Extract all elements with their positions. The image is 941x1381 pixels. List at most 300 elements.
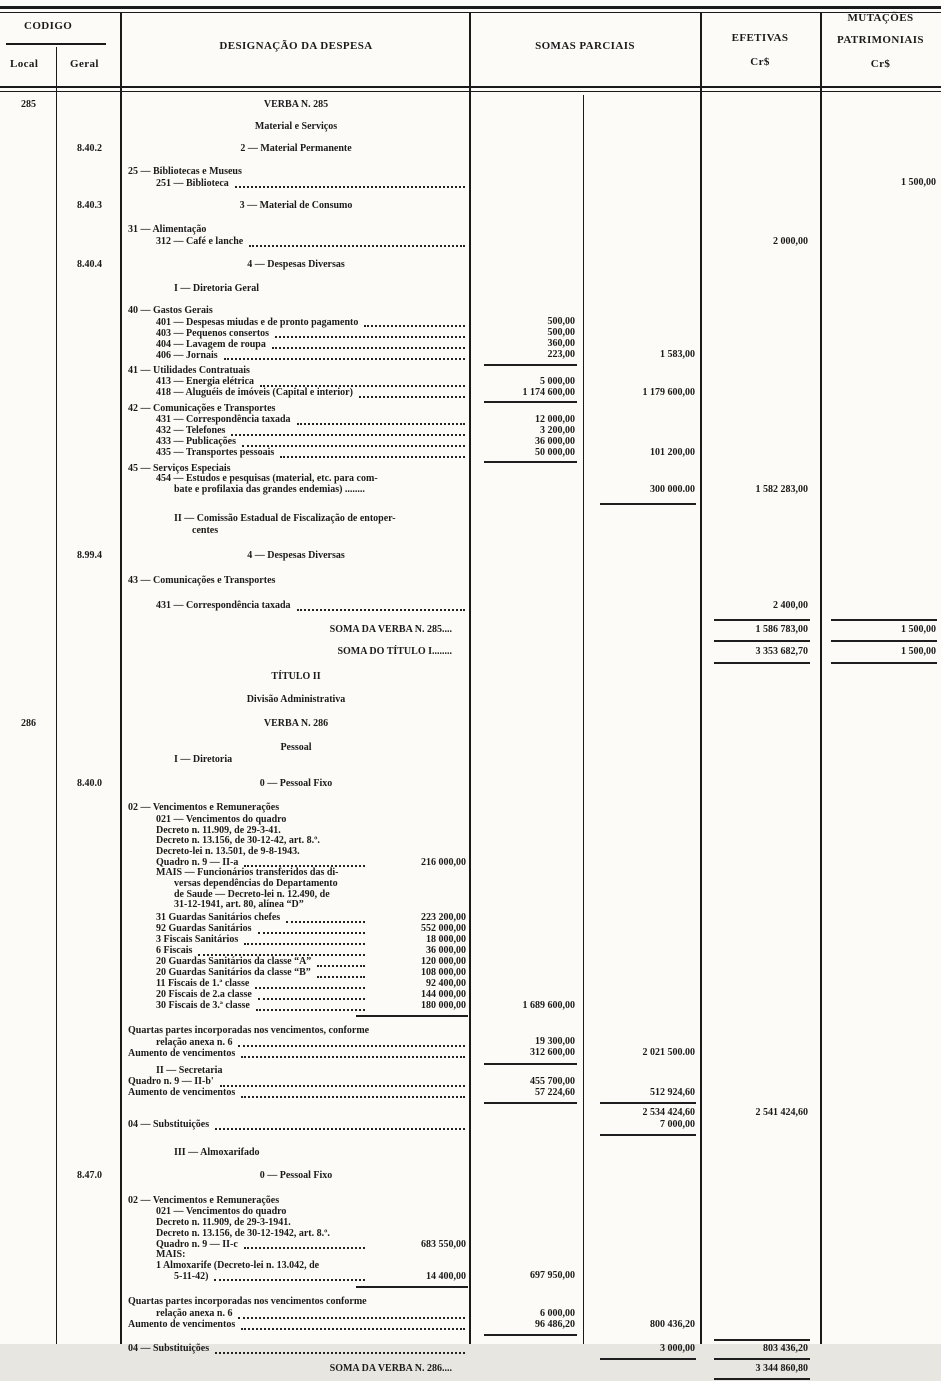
dot-leader bbox=[317, 957, 365, 967]
designacao-text: MAIS: bbox=[156, 1249, 186, 1261]
designacao-text: Decreto-lei n. 13.501, de 9-8-1943. bbox=[156, 845, 300, 857]
cell-geral bbox=[57, 1001, 122, 1012]
cell-geral bbox=[57, 167, 122, 178]
cell-geral: 8.47.0 bbox=[77, 1170, 102, 1182]
cell-designacao bbox=[122, 847, 470, 858]
cell-geral bbox=[57, 957, 122, 968]
cell-mutacoes bbox=[820, 377, 941, 388]
cell-mutacoes bbox=[820, 1218, 941, 1229]
cell-mutacoes bbox=[820, 1297, 941, 1308]
rule-cell bbox=[0, 1285, 57, 1288]
cell-efetivas bbox=[700, 1077, 820, 1088]
cell-mutacoes bbox=[820, 803, 941, 814]
rule-cell bbox=[0, 1378, 57, 1381]
cell-geral: 8.40.0 bbox=[77, 777, 102, 789]
rule-row bbox=[0, 619, 941, 622]
cell-soma-parcial-1 bbox=[470, 1026, 583, 1037]
designacao-text: Quartas partes incorporadas nos vencimentos, conforme bbox=[128, 1024, 370, 1036]
designacao-text: 021 — Vencimentos do quadro bbox=[156, 1206, 287, 1218]
cell-mutacoes bbox=[820, 890, 941, 901]
dot-leader bbox=[220, 1077, 465, 1087]
cell-mutacoes bbox=[820, 388, 941, 399]
cell-designacao bbox=[122, 1001, 470, 1012]
cell-soma-parcial-2 bbox=[583, 647, 700, 658]
header-mutacoes-line2: PATRIMONIAIS bbox=[837, 34, 924, 46]
cell-geral bbox=[57, 719, 122, 730]
cell-designacao: Pessoal bbox=[280, 741, 312, 753]
cell-designacao bbox=[122, 1108, 470, 1119]
table-row bbox=[0, 178, 941, 189]
cell-mutacoes bbox=[820, 946, 941, 957]
cell-efetivas bbox=[700, 779, 820, 790]
cell-mutacoes bbox=[820, 526, 941, 537]
cell-designacao: 3 — Material de Consumo bbox=[239, 200, 353, 212]
cell-soma-parcial-1: 12 000,00 bbox=[535, 413, 575, 425]
cell-local bbox=[0, 328, 57, 339]
cell-designacao bbox=[122, 990, 470, 1001]
cell-geral bbox=[57, 225, 122, 236]
cell-soma-parcial-1 bbox=[470, 743, 583, 754]
cell-local bbox=[0, 1171, 57, 1182]
cell-soma-parcial-1 bbox=[470, 935, 583, 946]
cell-efetivas: 1 582 283,00 bbox=[755, 483, 808, 495]
rule-cell bbox=[57, 662, 122, 665]
cell-local bbox=[0, 957, 57, 968]
table-row bbox=[0, 328, 941, 339]
cell-efetivas bbox=[700, 890, 820, 901]
designacao-text: 25 — Bibliotecas e Museus bbox=[128, 165, 242, 177]
table-row bbox=[0, 100, 941, 111]
cell-soma-parcial-2 bbox=[583, 990, 700, 1001]
cell-local bbox=[0, 935, 57, 946]
cell-mutacoes bbox=[820, 924, 941, 935]
rule-cell bbox=[583, 1358, 700, 1361]
designacao-text: relação anexa n. 6 bbox=[156, 1308, 233, 1320]
cell-soma-parcial-2 bbox=[583, 1229, 700, 1240]
cell-local bbox=[0, 1297, 57, 1308]
cell-designacao bbox=[122, 485, 470, 496]
cell-geral bbox=[57, 601, 122, 612]
cell-efetivas bbox=[700, 178, 820, 189]
cell-soma-parcial-1 bbox=[470, 122, 583, 133]
cell-local bbox=[0, 201, 57, 212]
table-row bbox=[0, 968, 941, 979]
rule-cell bbox=[470, 1339, 583, 1342]
cell-efetivas bbox=[700, 695, 820, 706]
cell-soma-parcial-2 bbox=[583, 1196, 700, 1207]
dot-leader bbox=[215, 1120, 465, 1130]
cell-soma-parcial-1: 360,00 bbox=[547, 338, 575, 350]
cell-efetivas bbox=[700, 957, 820, 968]
cell-geral bbox=[57, 857, 122, 868]
cell-designacao bbox=[122, 178, 470, 189]
cell-efetivas bbox=[700, 1148, 820, 1159]
cell-designacao bbox=[122, 913, 470, 924]
cell-mutacoes bbox=[820, 1344, 941, 1355]
cell-local bbox=[0, 979, 57, 990]
table-row bbox=[0, 1309, 941, 1320]
cell-soma-parcial-2 bbox=[583, 601, 700, 612]
cell-efetivas bbox=[700, 1320, 820, 1331]
cell-soma-parcial-1 bbox=[470, 178, 583, 189]
cell-soma-parcial-2 bbox=[583, 935, 700, 946]
cell-efetivas bbox=[700, 879, 820, 890]
cell-mutacoes bbox=[820, 957, 941, 968]
cell-geral bbox=[57, 836, 122, 847]
cell-mutacoes bbox=[820, 576, 941, 587]
cell-geral bbox=[57, 924, 122, 935]
rule-cell bbox=[122, 1134, 470, 1137]
rule-cell bbox=[583, 1015, 700, 1018]
rule-row bbox=[0, 1339, 941, 1342]
rule-cell bbox=[583, 1285, 700, 1288]
inner-amount: 216 000,00 bbox=[421, 856, 466, 868]
cell-soma-parcial-2 bbox=[583, 404, 700, 415]
cell-designacao bbox=[122, 1196, 470, 1207]
cell-soma-parcial-1 bbox=[470, 601, 583, 612]
table-row bbox=[0, 1048, 941, 1059]
designacao-text: 404 — Lavagem de roupa bbox=[156, 338, 266, 350]
cell-designacao bbox=[122, 284, 470, 295]
designacao-text: 02 — Vencimentos e Remunerações bbox=[128, 802, 280, 814]
cell-mutacoes bbox=[820, 868, 941, 879]
table-row bbox=[0, 122, 941, 133]
cell-geral bbox=[57, 946, 122, 957]
cell-efetivas bbox=[700, 868, 820, 879]
cell-soma-parcial-2: 101 200,00 bbox=[650, 446, 695, 458]
cell-local bbox=[0, 847, 57, 858]
cell-soma-parcial-1 bbox=[470, 755, 583, 766]
cell-soma-parcial-2 bbox=[583, 836, 700, 847]
dot-leader bbox=[258, 990, 365, 1000]
cell-designacao bbox=[122, 979, 470, 990]
table-row bbox=[0, 990, 941, 1001]
cell-designacao: Material e Serviços bbox=[254, 120, 338, 132]
cell-soma-parcial-2: 512 924,60 bbox=[650, 1086, 695, 1098]
cell-soma-parcial-1 bbox=[470, 815, 583, 826]
header-mutacoes-currency: Cr$ bbox=[870, 58, 891, 70]
cell-efetivas: 3 344 860,80 bbox=[755, 1362, 808, 1374]
cell-mutacoes bbox=[820, 847, 941, 858]
cell-soma-parcial-2 bbox=[583, 803, 700, 814]
designacao-text: 435 — Transportes pessoais bbox=[156, 446, 275, 458]
rule-cell bbox=[820, 662, 941, 665]
header-efetivas-currency: Cr$ bbox=[750, 56, 770, 68]
table-row bbox=[0, 448, 941, 459]
cell-local bbox=[0, 755, 57, 766]
table-row bbox=[0, 339, 941, 350]
designacao-text: Quadro n. 9 — II-c bbox=[156, 1238, 238, 1250]
cell-geral bbox=[57, 755, 122, 766]
cell-mutacoes bbox=[820, 474, 941, 485]
designacao-text: de Saude — Decreto-lei n. 12.490, de bbox=[174, 888, 330, 900]
rule-row bbox=[0, 1015, 941, 1018]
cell-geral bbox=[57, 404, 122, 415]
cell-designacao bbox=[122, 526, 470, 537]
cell-soma-parcial-1 bbox=[470, 803, 583, 814]
rule-cell bbox=[470, 1358, 583, 1361]
cell-mutacoes bbox=[820, 779, 941, 790]
table-row bbox=[0, 1108, 941, 1119]
table-row bbox=[0, 144, 941, 155]
rule-row bbox=[0, 1334, 941, 1337]
dot-leader bbox=[238, 1309, 465, 1319]
cell-efetivas bbox=[700, 815, 820, 826]
dot-leader bbox=[244, 1239, 365, 1249]
ef-rule bbox=[714, 1339, 810, 1341]
cell-soma-parcial-2 bbox=[583, 366, 700, 377]
cell-local bbox=[0, 1218, 57, 1229]
cell-local bbox=[0, 601, 57, 612]
cell-efetivas bbox=[700, 1271, 820, 1282]
cell-local bbox=[0, 1229, 57, 1240]
cell-efetivas bbox=[700, 551, 820, 562]
cell-geral bbox=[57, 339, 122, 350]
cell-efetivas bbox=[700, 719, 820, 730]
cell-efetivas bbox=[700, 1196, 820, 1207]
rule-row bbox=[0, 662, 941, 665]
rule-cell bbox=[700, 1378, 820, 1381]
designacao-text: Aumento de vencimentos bbox=[128, 1319, 236, 1331]
cell-soma-parcial-2 bbox=[583, 167, 700, 178]
cell-mutacoes bbox=[820, 1196, 941, 1207]
cell-local bbox=[0, 1207, 57, 1218]
cell-soma-parcial-2 bbox=[583, 979, 700, 990]
cell-local bbox=[0, 1108, 57, 1119]
table-row bbox=[0, 514, 941, 525]
cell-local bbox=[0, 1037, 57, 1048]
cell-geral bbox=[57, 328, 122, 339]
cell-soma-parcial-2 bbox=[583, 913, 700, 924]
s2-rule bbox=[600, 1102, 696, 1104]
rule-cell bbox=[122, 1285, 470, 1288]
cell-soma-parcial-2 bbox=[583, 306, 700, 317]
cell-mutacoes bbox=[820, 237, 941, 248]
cell-geral bbox=[57, 968, 122, 979]
designacao-text: 11 Fiscais de 1.ª classe bbox=[156, 978, 250, 990]
cell-geral bbox=[57, 826, 122, 837]
cell-efetivas bbox=[700, 514, 820, 525]
cell-soma-parcial-1: 5 000,00 bbox=[540, 375, 575, 387]
cell-local bbox=[0, 1120, 57, 1131]
cell-mutacoes bbox=[820, 122, 941, 133]
table-row bbox=[0, 826, 941, 837]
cell-mutacoes bbox=[820, 1026, 941, 1037]
cell-designacao bbox=[122, 317, 470, 328]
cell-mutacoes bbox=[820, 743, 941, 754]
cell-soma-parcial-1: 6 000,00 bbox=[540, 1307, 575, 1319]
cell-local bbox=[0, 990, 57, 1001]
cell-soma-parcial-1 bbox=[470, 719, 583, 730]
dot-leader bbox=[244, 857, 365, 867]
table-row bbox=[0, 836, 941, 847]
cell-efetivas bbox=[700, 144, 820, 155]
cell-efetivas bbox=[700, 1250, 820, 1261]
cell-geral: 8.40.2 bbox=[77, 143, 102, 155]
cell-geral bbox=[57, 526, 122, 537]
cell-soma-parcial-2 bbox=[583, 672, 700, 683]
table-row bbox=[0, 1088, 941, 1099]
cell-geral bbox=[57, 868, 122, 879]
cell-efetivas bbox=[700, 284, 820, 295]
cell-designacao bbox=[122, 404, 470, 415]
cell-mutacoes bbox=[820, 900, 941, 911]
table-row bbox=[0, 1297, 941, 1308]
rule-cell bbox=[583, 1378, 700, 1381]
cell-efetivas bbox=[700, 437, 820, 448]
cell-soma-parcial-1: 3 200,00 bbox=[540, 424, 575, 436]
cell-geral bbox=[57, 237, 122, 248]
designacao-text: 04 — Substituições bbox=[128, 1343, 210, 1355]
cell-local bbox=[0, 879, 57, 890]
table-header bbox=[0, 0, 941, 95]
cell-soma-parcial-2: 2 534 424,60 bbox=[642, 1106, 695, 1118]
table-row bbox=[0, 1001, 941, 1012]
cell-local bbox=[0, 260, 57, 271]
rule-cell bbox=[820, 619, 941, 622]
cell-local bbox=[0, 695, 57, 706]
cell-geral bbox=[57, 847, 122, 858]
designacao-text: Quartas partes incorporadas nos vencimentos conforme bbox=[128, 1296, 367, 1308]
designacao-text: II — Comissão Estadual de Fiscalização de entoper- bbox=[174, 513, 396, 525]
table-row bbox=[0, 719, 941, 730]
cell-local bbox=[0, 890, 57, 901]
cell-designacao bbox=[122, 1297, 470, 1308]
cell-mutacoes bbox=[820, 485, 941, 496]
cell-mutacoes bbox=[820, 284, 941, 295]
cell-mutacoes: 1 500,00 bbox=[901, 177, 936, 189]
rule-cell bbox=[700, 1062, 820, 1065]
dot-leader bbox=[297, 415, 465, 425]
designacao-text: Decreto n. 13.156, de 30-12-42, art. 8.º. bbox=[156, 835, 320, 847]
dot-leader bbox=[238, 1037, 465, 1047]
cell-soma-parcial-2 bbox=[583, 1066, 700, 1077]
cell-designacao bbox=[122, 1120, 470, 1131]
rule-cell bbox=[470, 1015, 583, 1018]
amount-rule bbox=[356, 1015, 468, 1017]
rule-cell bbox=[57, 1339, 122, 1342]
rule-cell bbox=[820, 1015, 941, 1018]
table-row bbox=[0, 464, 941, 475]
cell-soma-parcial-1 bbox=[470, 857, 583, 868]
cell-local bbox=[0, 836, 57, 847]
cell-designacao bbox=[122, 366, 470, 377]
designacao-text: 20 Guardas Sanitários da classe “B” bbox=[156, 967, 311, 979]
cell-mutacoes bbox=[820, 1261, 941, 1272]
rule-cell bbox=[700, 1015, 820, 1018]
cell-soma-parcial-1: 19 300,00 bbox=[535, 1036, 575, 1048]
cell-efetivas bbox=[700, 935, 820, 946]
s1-rule bbox=[484, 1334, 577, 1336]
cell-designacao bbox=[122, 448, 470, 459]
cell-efetivas bbox=[700, 1037, 820, 1048]
rule-cell bbox=[0, 639, 57, 642]
cell-mutacoes bbox=[820, 719, 941, 730]
cell-geral bbox=[57, 317, 122, 328]
cell-soma-parcial-2: 1 179 600,00 bbox=[642, 386, 695, 398]
table-row bbox=[0, 388, 941, 399]
cell-soma-parcial-1 bbox=[470, 847, 583, 858]
cell-geral bbox=[57, 879, 122, 890]
cell-designacao bbox=[122, 755, 470, 766]
cell-designacao bbox=[122, 803, 470, 814]
rule-cell bbox=[583, 662, 700, 665]
dot-leader bbox=[241, 1048, 465, 1058]
cell-local bbox=[0, 968, 57, 979]
cell-soma-parcial-2 bbox=[583, 1271, 700, 1282]
cell-geral bbox=[57, 1239, 122, 1250]
cell-efetivas bbox=[700, 350, 820, 361]
rule-cell bbox=[700, 639, 820, 642]
table-row bbox=[0, 576, 941, 587]
cell-geral bbox=[57, 913, 122, 924]
rule-cell bbox=[122, 1358, 470, 1361]
cell-geral bbox=[57, 1088, 122, 1099]
cell-efetivas bbox=[700, 377, 820, 388]
cell-efetivas bbox=[700, 857, 820, 868]
cell-local bbox=[0, 448, 57, 459]
inner-amount: 92 400,00 bbox=[426, 978, 466, 990]
cell-soma-parcial-1 bbox=[470, 836, 583, 847]
table-row bbox=[0, 201, 941, 212]
rule-row bbox=[0, 1062, 941, 1065]
table-row bbox=[0, 366, 941, 377]
cell-mutacoes bbox=[820, 755, 941, 766]
cell-soma-parcial-1 bbox=[470, 260, 583, 271]
cell-efetivas bbox=[700, 913, 820, 924]
cell-local bbox=[0, 225, 57, 236]
table-row bbox=[0, 1364, 941, 1375]
table-body bbox=[0, 95, 941, 1381]
dot-leader bbox=[260, 377, 465, 387]
designacao-text: versas dependências do Departamento bbox=[174, 878, 338, 889]
cell-local bbox=[0, 1239, 57, 1250]
designacao-text: 30 Fiscais de 3.ª classe bbox=[156, 1000, 250, 1012]
cell-local bbox=[0, 857, 57, 868]
table-row bbox=[0, 857, 941, 868]
dot-leader bbox=[198, 946, 365, 956]
rule-cell bbox=[583, 502, 700, 505]
designacao-text: bate e profilaxia das grandes endemias) ........ bbox=[174, 483, 365, 495]
rule-cell bbox=[470, 502, 583, 505]
cell-designacao: Divisão Administrativa bbox=[246, 694, 346, 706]
table-row bbox=[0, 647, 941, 658]
cell-soma-parcial-2 bbox=[583, 178, 700, 189]
dot-leader bbox=[235, 178, 465, 188]
rule-cell bbox=[122, 1102, 470, 1105]
cell-soma-parcial-2: 2 021 500.00 bbox=[642, 1047, 695, 1059]
table-row bbox=[0, 1196, 941, 1207]
table-row bbox=[0, 755, 941, 766]
rule-row bbox=[0, 1378, 941, 1381]
designacao-text: Quadro n. 9 — II-a bbox=[156, 856, 239, 868]
cell-local bbox=[0, 284, 57, 295]
cell-soma-parcial-2: 3 000,00 bbox=[660, 1342, 695, 1354]
table-row bbox=[0, 426, 941, 437]
cell-efetivas bbox=[700, 1261, 820, 1272]
cell-mutacoes bbox=[820, 913, 941, 924]
rule-cell bbox=[470, 1102, 583, 1105]
table-row bbox=[0, 404, 941, 415]
cell-designacao bbox=[122, 1261, 470, 1272]
cell-efetivas: 2 000,00 bbox=[773, 235, 808, 247]
cell-local bbox=[0, 526, 57, 537]
cell-efetivas bbox=[700, 946, 820, 957]
cell-soma-parcial-1 bbox=[470, 201, 583, 212]
table-row bbox=[0, 1271, 941, 1282]
cell-soma-parcial-1 bbox=[470, 237, 583, 248]
cell-local bbox=[0, 366, 57, 377]
